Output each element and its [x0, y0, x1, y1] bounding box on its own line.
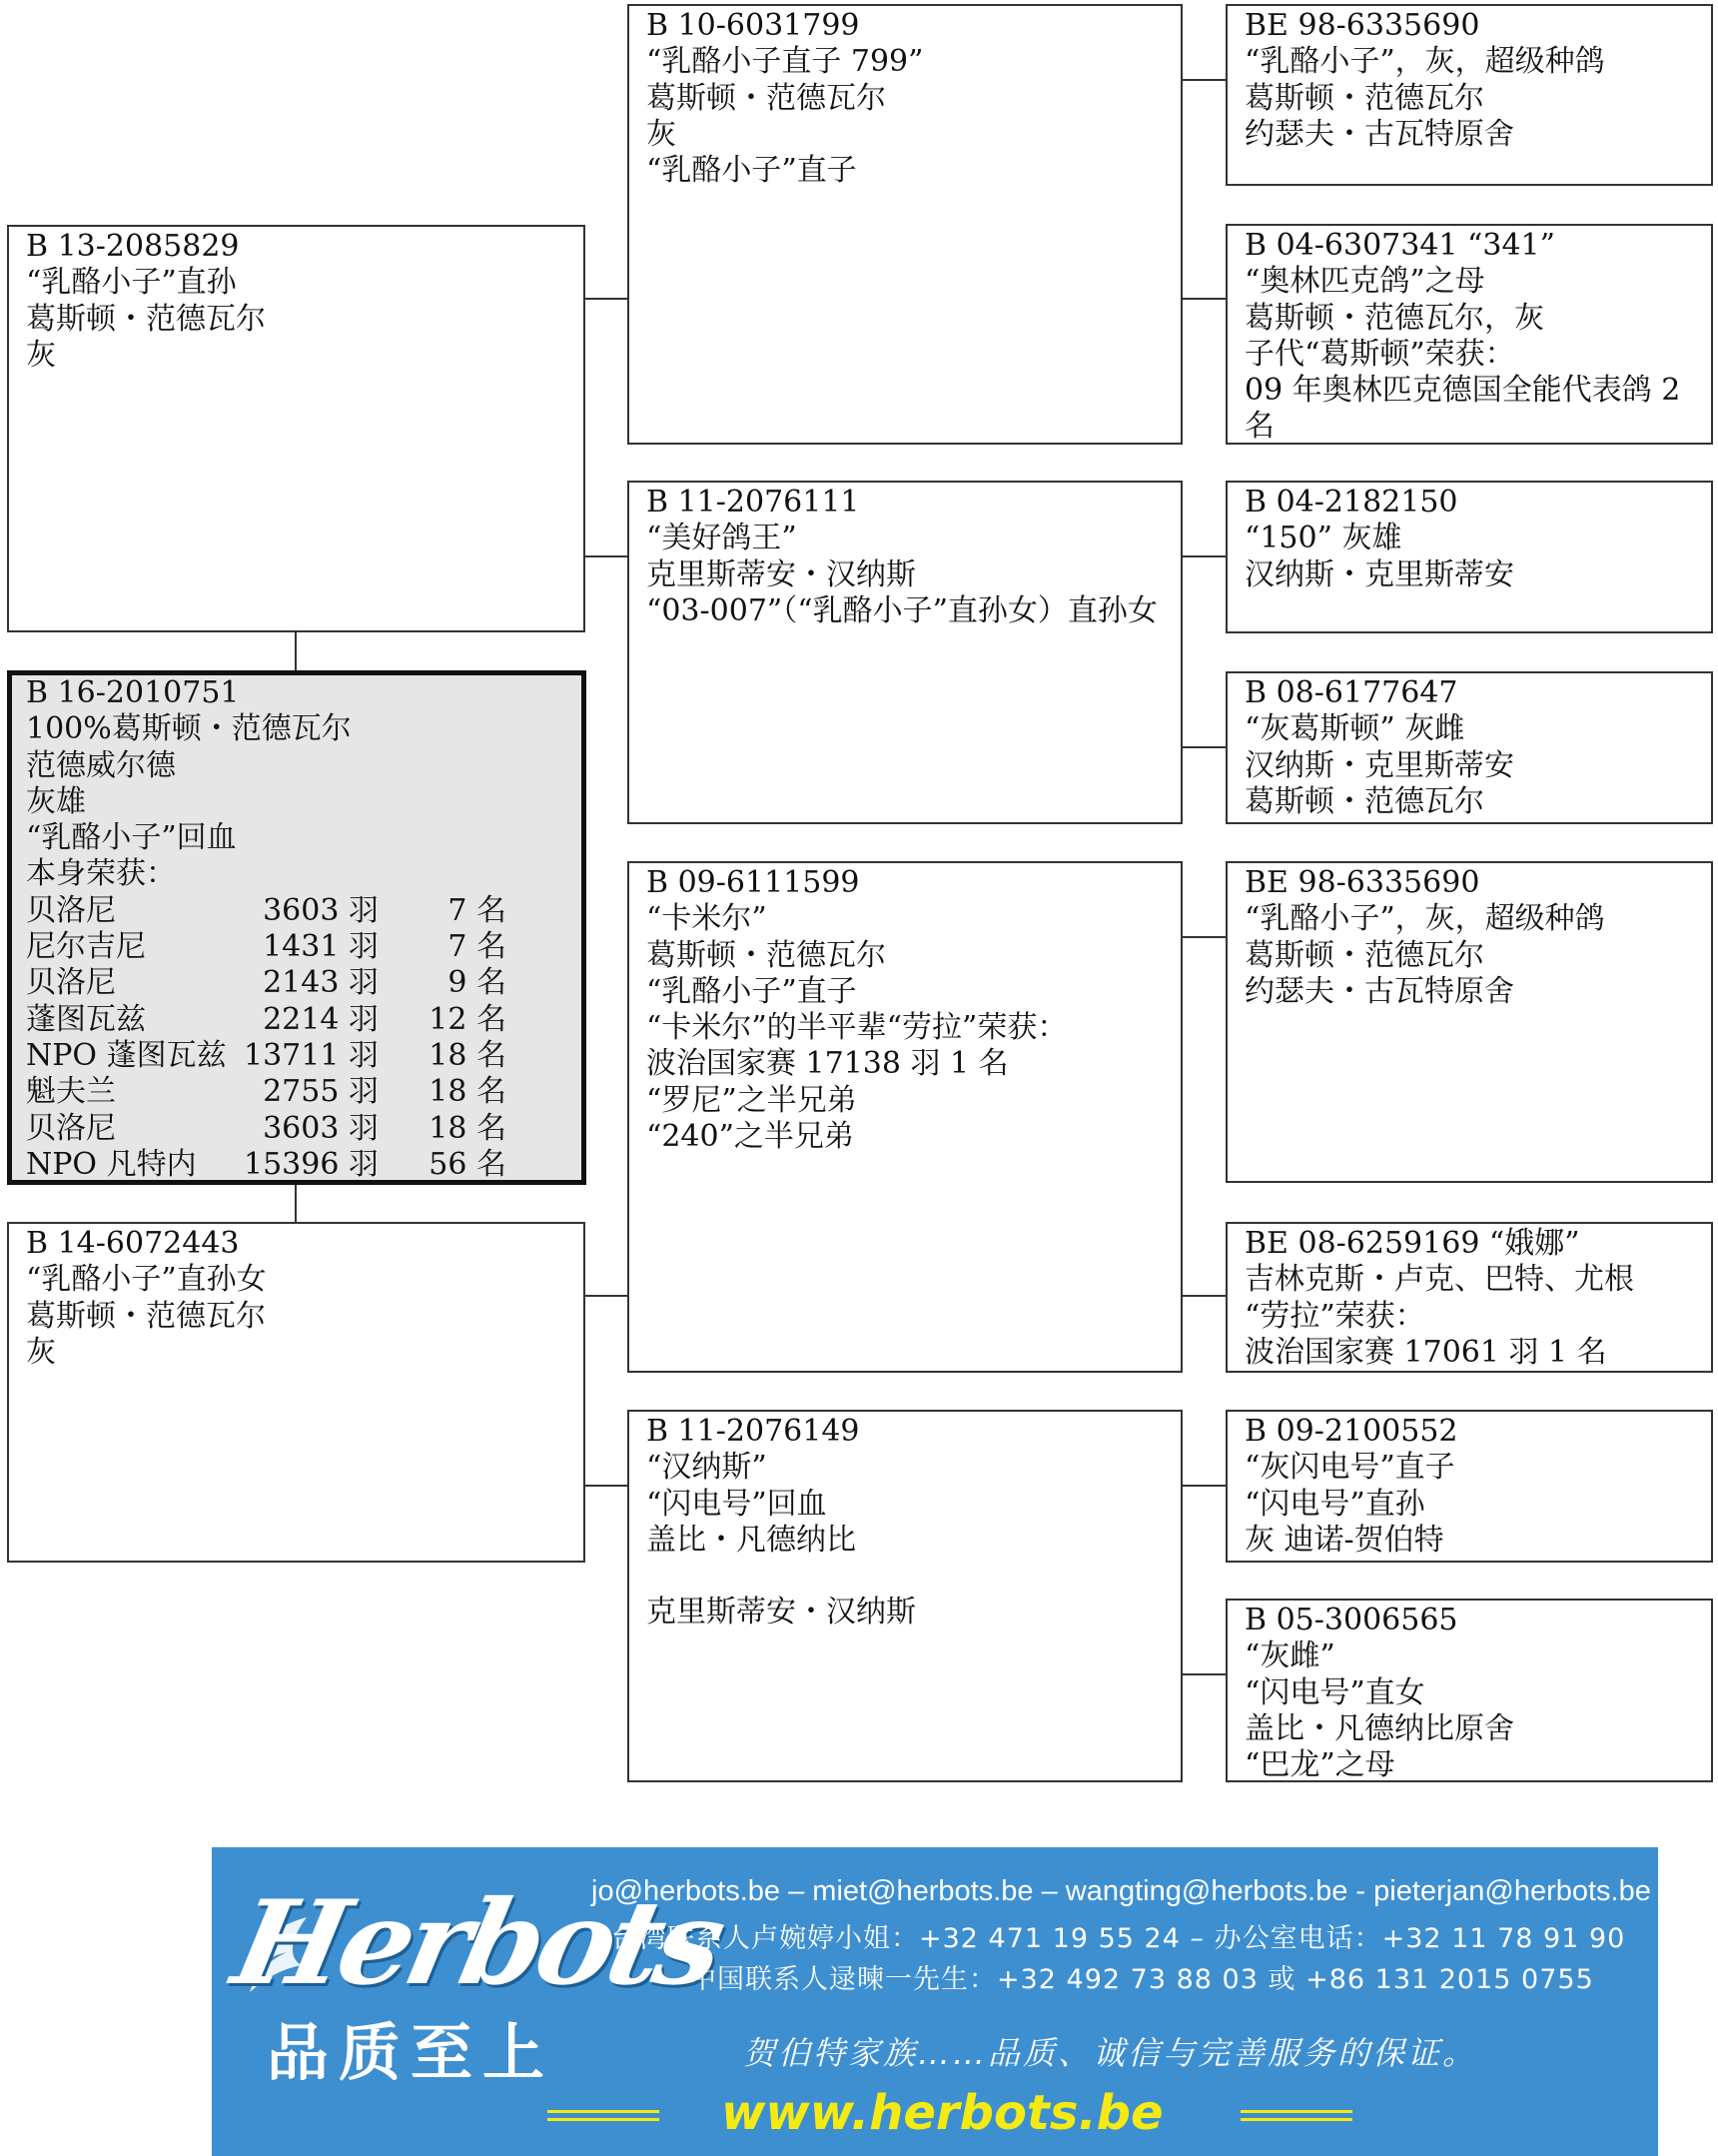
- connector-line: [1183, 746, 1226, 748]
- award-birds: 15396 羽: [244, 1146, 379, 1182]
- connector-line: [585, 1295, 627, 1297]
- connector-line: [1183, 298, 1226, 300]
- pedigree-line: B 16-2010751: [26, 675, 240, 710]
- great-grandparent-box-7: [1226, 1410, 1713, 1563]
- pedigree-line: B 04-2182150: [1245, 485, 1458, 520]
- award-row: [26, 1074, 506, 1110]
- pedigree-line: “乳酪小子”，灰，超级种鸽: [1245, 44, 1605, 80]
- award-birds: 1431 羽: [263, 929, 379, 965]
- connector-line: [1183, 936, 1226, 938]
- pedigree-line: “灰葛斯顿” 灰雌: [1245, 711, 1465, 747]
- tagline: 贺伯特家族……品质、诚信与完善服务的保证。: [743, 2034, 1478, 2072]
- great-grandparent-box-8: [1226, 1599, 1713, 1782]
- award-rank: 9 名: [447, 965, 506, 1001]
- award-birds: 2143 羽: [263, 965, 379, 1001]
- pedigree-line: 葛斯顿・范德瓦尔: [1245, 937, 1484, 973]
- pedigree-line: 约瑟夫・古瓦特原舍: [1245, 116, 1514, 152]
- connector-line: [295, 1185, 297, 1222]
- decor-line: [1241, 2110, 1352, 2113]
- award-rank: 7 名: [447, 929, 506, 965]
- pedigree-line: B 14-6072443: [26, 1226, 240, 1261]
- pedigree-line: 盖比・凡德纳比原舍: [1245, 1710, 1514, 1746]
- pedigree-line: “美好鸽王”: [646, 521, 797, 556]
- decor-line: [547, 2110, 659, 2113]
- award-row: [26, 1038, 506, 1074]
- pedigree-line: B 09-6111599: [646, 865, 860, 900]
- award-birds: 2755 羽: [263, 1074, 379, 1110]
- award-row: [26, 1147, 506, 1183]
- pedigree-line: 盖比・凡德纳比: [646, 1522, 856, 1558]
- pedigree-line: 灰: [26, 1334, 56, 1370]
- great-grandparent-box-5: [1226, 861, 1713, 1183]
- pedigree-line: “灰闪电号”直子: [1245, 1450, 1455, 1486]
- pedigree-line: 本身荣获：: [26, 856, 176, 892]
- pedigree-line: 灰: [26, 337, 56, 373]
- pedigree-line: “03-007”（“乳酪小子”直孙女）直孙女: [646, 592, 1158, 628]
- award-place: 贝洛尼: [26, 892, 116, 928]
- decor-line: [1241, 2118, 1352, 2121]
- subject-box: [7, 670, 586, 1185]
- grandparent-box-1: [627, 4, 1183, 445]
- sire-box: [7, 225, 585, 632]
- award-place: NPO 蓬图瓦兹: [26, 1037, 227, 1073]
- pedigree-line: B 09-2100552: [1245, 1414, 1458, 1449]
- pedigree-line: 灰: [646, 116, 676, 152]
- connector-line: [1183, 79, 1226, 81]
- contact-china: 中国联系人逯暕一先生：+32 492 73 88 03 或 +86 131 2015 0755: [689, 1964, 1594, 1995]
- pedigree-line: “汉纳斯”: [646, 1450, 767, 1486]
- pedigree-line: 汉纳斯・克里斯蒂安: [1245, 556, 1514, 592]
- pedigree-line: 葛斯顿・范德瓦尔: [646, 80, 886, 116]
- award-place: 贝洛尼: [26, 1110, 116, 1146]
- connector-line: [1183, 1295, 1226, 1297]
- pedigree-line: 葛斯顿・范德瓦尔: [1245, 80, 1484, 116]
- pedigree-line: 范德威尔德: [26, 747, 176, 783]
- award-rank: 18 名: [429, 1037, 506, 1073]
- pedigree-line: “乳酪小子”，灰，超级种鸽: [1245, 901, 1605, 937]
- connector-line: [1183, 1673, 1226, 1675]
- grandparent-box-2: [627, 481, 1183, 824]
- pedigree-line: 子代“葛斯顿”荣获：: [1245, 336, 1515, 372]
- pedigree-line: 波治国家赛 17061 羽 1 名: [1245, 1334, 1607, 1370]
- award-rank: 7 名: [447, 892, 506, 928]
- award-row: [26, 965, 506, 1001]
- pedigree-line: “乳酪小子”直孙女: [26, 1262, 267, 1298]
- pedigree-line: 葛斯顿・范德瓦尔: [26, 1298, 266, 1334]
- decor-line: [547, 2118, 659, 2121]
- pedigree-line: “罗尼”之半兄弟: [646, 1082, 857, 1118]
- pedigree-line: “乳酪小子”回血: [26, 820, 237, 856]
- pedigree-line: 葛斯顿・范德瓦尔: [1245, 783, 1484, 819]
- contact-taiwan: 台湾联系人卢婉婷小姐：+32 471 19 55 24 – 办公室电话：+32 11 78 91 90: [611, 1923, 1626, 1954]
- award-row: [26, 1111, 506, 1147]
- grandparent-box-4: [627, 1410, 1183, 1782]
- great-grandparent-box-2: [1226, 224, 1713, 445]
- award-place: 尼尔吉尼: [26, 929, 146, 965]
- connector-line: [1183, 1485, 1226, 1487]
- pedigree-line: BE 98-6335690: [1245, 8, 1480, 43]
- pedigree-line: 波治国家赛 17138 羽 1 名: [646, 1046, 1009, 1082]
- pedigree-line: BE 08-6259169 “娥娜”: [1245, 1226, 1580, 1261]
- herbots-banner: [212, 1847, 1658, 2156]
- award-birds: 2214 羽: [263, 1001, 379, 1037]
- pedigree-line: B 10-6031799: [646, 8, 860, 43]
- pedigree-line: 葛斯顿・范德瓦尔: [646, 937, 886, 973]
- award-place: NPO 凡特内: [26, 1146, 197, 1182]
- pedigree-line: “乳酪小子直子 799”: [646, 44, 924, 80]
- pedigree-line: B 04-6307341 “341”: [1245, 228, 1555, 263]
- pedigree-line: 100%葛斯顿・范德瓦尔: [26, 711, 352, 747]
- pedigree-line: 09 年奥林匹克德国全能代表鸽 2 名: [1245, 373, 1681, 445]
- award-birds: 13711 羽: [244, 1037, 379, 1073]
- award-row: [26, 893, 506, 929]
- great-grandparent-box-3: [1226, 481, 1713, 633]
- pedigree-line: “乳酪小子”直孙: [26, 265, 237, 301]
- pedigree-line: 吉林克斯・卢克、巴特、尤根: [1245, 1262, 1634, 1298]
- pedigree-line: “240”之半兄弟: [646, 1119, 854, 1155]
- award-row: [26, 1002, 506, 1038]
- website-link[interactable]: www.herbots.be: [721, 2085, 1164, 2141]
- award-rank: 12 名: [429, 1001, 506, 1037]
- pedigree-line: 灰 迪诺-贺伯特: [1245, 1522, 1444, 1558]
- award-birds: 3603 羽: [263, 892, 379, 928]
- pedigree-line: [646, 1559, 1167, 1595]
- award-rank: 18 名: [429, 1074, 506, 1110]
- pedigree-line: B 08-6177647: [1245, 675, 1458, 710]
- award-row: [26, 929, 506, 965]
- award-birds: 3603 羽: [263, 1110, 379, 1146]
- pedigree-line: 克里斯蒂安・汉纳斯: [646, 556, 916, 592]
- great-grandparent-box-4: [1226, 671, 1713, 824]
- pedigree-line: 葛斯顿・范德瓦尔: [26, 301, 266, 337]
- pedigree-line: “灰雌”: [1245, 1638, 1335, 1674]
- connector-line: [295, 632, 297, 670]
- email-addresses[interactable]: jo@herbots.be – miet@herbots.be – wangting@herbots.be - pieterjan@herbots.be: [591, 1875, 1651, 1907]
- award-rank: 18 名: [429, 1110, 506, 1146]
- great-grandparent-box-6: [1226, 1222, 1713, 1373]
- pedigree-line: B 13-2085829: [26, 229, 240, 264]
- award-place: 贝洛尼: [26, 965, 116, 1001]
- pedigree-line: B 11-2076111: [646, 485, 860, 520]
- great-grandparent-box-1: [1226, 4, 1713, 186]
- connector-line: [585, 1485, 627, 1487]
- award-place: 蓬图瓦兹: [26, 1001, 146, 1037]
- pedigree-line: 约瑟夫・古瓦特原舍: [1245, 973, 1514, 1009]
- pedigree-line: 灰雄: [26, 783, 86, 819]
- pedigree-line: 葛斯顿・范德瓦尔，灰: [1245, 300, 1544, 336]
- herbots-logo: Herbots: [223, 1875, 731, 2011]
- pedigree-line: “乳酪小子”直子: [646, 153, 857, 189]
- pedigree-line: “150” 灰雄: [1245, 521, 1402, 556]
- pedigree-line: 克里斯蒂安・汉纳斯: [646, 1595, 916, 1630]
- pedigree-line: B 11-2076149: [646, 1414, 860, 1449]
- connector-line: [1183, 555, 1226, 557]
- pedigree-line: B 05-3006565: [1245, 1603, 1458, 1637]
- pedigree-line: “奥林匹克鸽”之母: [1245, 264, 1485, 300]
- dam-box: [7, 1222, 585, 1563]
- pedigree-line: “卡米尔”的半平辈“劳拉”荣获：: [646, 1010, 1068, 1046]
- connector-line: [585, 298, 627, 300]
- grandparent-box-3: [627, 861, 1183, 1373]
- pedigree-line: “卡米尔”: [646, 901, 767, 937]
- slogan: 品质至上: [267, 2016, 555, 2089]
- pedigree-line: “闪电号”回血: [646, 1486, 827, 1522]
- pedigree-line: “闪电号”直女: [1245, 1674, 1425, 1710]
- award-place: 魁夫兰: [26, 1074, 116, 1110]
- pedigree-line: 汉纳斯・克里斯蒂安: [1245, 747, 1514, 783]
- pedigree-line: “巴龙”之母: [1245, 1747, 1395, 1782]
- pedigree-line: BE 98-6335690: [1245, 865, 1480, 900]
- awards-table: [26, 893, 506, 1183]
- award-rank: 56 名: [429, 1146, 506, 1182]
- pedigree-line: “闪电号”直孙: [1245, 1486, 1425, 1522]
- pedigree-line: “乳酪小子”直子: [646, 973, 857, 1009]
- connector-line: [585, 555, 627, 557]
- pedigree-line: “劳拉”荣获：: [1245, 1298, 1425, 1334]
